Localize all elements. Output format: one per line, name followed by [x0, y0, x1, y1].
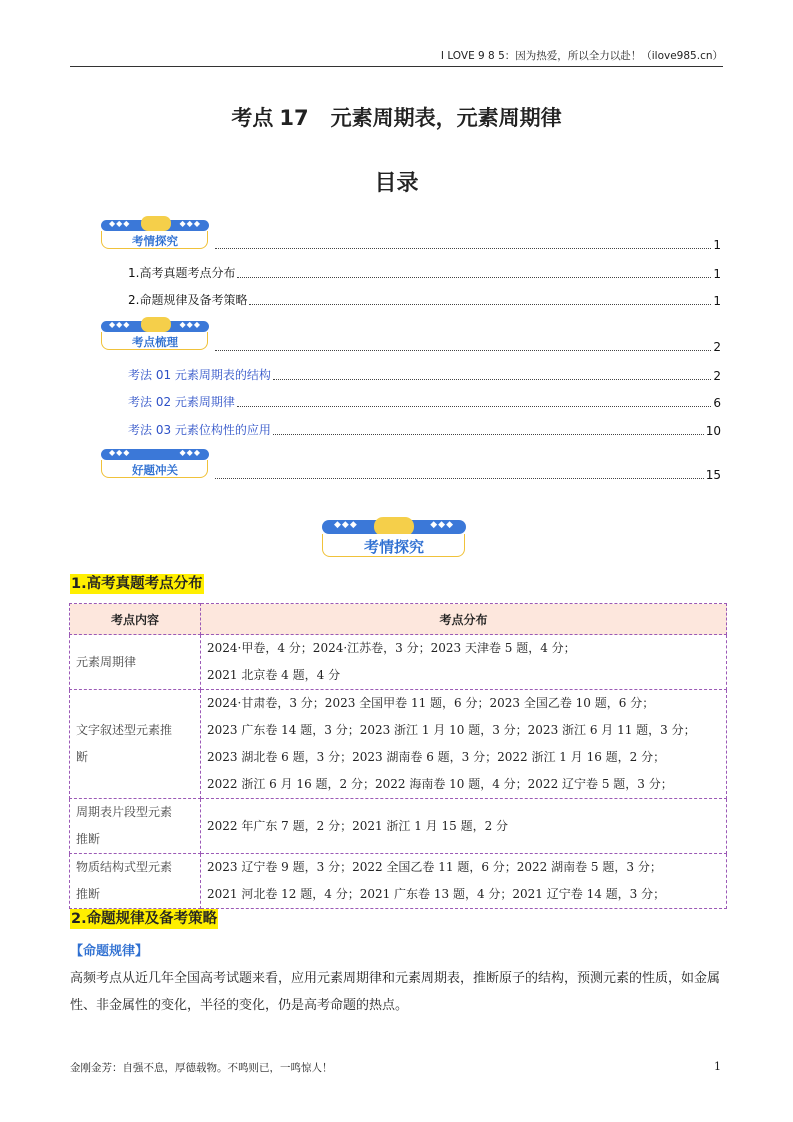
toc-page: 10	[705, 424, 721, 438]
distribution-cell	[201, 799, 727, 854]
section-heading-1: 1.高考真题考点分布	[71, 576, 203, 592]
toc-entry[interactable]	[128, 264, 721, 281]
rule-label: 【命题规律】	[70, 944, 149, 959]
toc-entry-label: 1.高考真题考点分布	[128, 266, 236, 280]
topic-cell	[70, 799, 201, 854]
table-header-row	[70, 604, 727, 635]
toc-entry-section-1[interactable]	[213, 238, 721, 252]
section-heading-2: 2.命题规律及备考策略	[71, 911, 218, 927]
toc-page: 2	[713, 369, 721, 383]
ornament-icon: ◆◆◆	[109, 320, 131, 329]
distribution-line: 2021 河北卷 12 题，4 分；2021 广东卷 13 题，4 分；2021 辽宁卷 14 题，3 分；	[207, 887, 666, 901]
ornament-icon: ◆◆◆	[430, 520, 454, 530]
column-header: 考点分布	[201, 604, 727, 635]
topic-text: 文字叙述型元素推	[76, 723, 173, 737]
table-row	[70, 799, 727, 854]
page-number: 1	[714, 1060, 721, 1073]
toc-entry[interactable]	[128, 421, 721, 438]
toc-page: 1	[713, 267, 721, 281]
toc-badge-kaoqing[interactable]	[101, 220, 209, 250]
toc-badge-haoti[interactable]	[101, 449, 209, 479]
distribution-cell	[201, 690, 727, 799]
distribution-cell	[201, 635, 727, 690]
toc-page: 2	[713, 340, 721, 354]
distribution-line: 2023 广东卷 14 题，3 分；2023 浙江 1 月 10 题，3 分；2023 浙江 6 月 11 题，3 分；	[207, 723, 696, 737]
toc-entry-label: 考法 02 元素周期律	[128, 395, 235, 409]
toc-entry-label: 2.命题规律及备考策略	[128, 293, 248, 307]
badge-knob	[141, 317, 171, 332]
distribution-line: 2024·甘肃卷，3 分；2023 全国甲卷 11 题，6 分；2023 全国乙卷 10 题，6 分；	[207, 696, 655, 710]
distribution-line: 2024·甲卷，4 分；2024·江苏卷，3 分；2023 天津卷 5 题，4 分；	[207, 641, 576, 655]
ornament-icon: ◆◆◆	[179, 219, 201, 228]
toc-page: 6	[713, 396, 721, 410]
badge-knob	[141, 216, 171, 231]
badge-label: 好题冲关	[132, 463, 178, 477]
badge-label: 考情探究	[132, 234, 178, 248]
toc-badge-kaodian[interactable]	[101, 321, 209, 351]
toc-entry-section-2[interactable]	[213, 340, 721, 354]
toc-entry-label: 考法 01 元素周期表的结构	[128, 368, 271, 382]
topic-text: 元素周期律	[76, 654, 137, 669]
distribution-line: 2021 北京卷 4 题，4 分	[207, 668, 341, 682]
header-divider	[70, 66, 723, 67]
distribution-line: 2022 浙江 6 月 16 题，2 分；2022 海南卷 10 题，4 分；2022 辽宁卷 5 题，3 分；	[207, 777, 673, 791]
table-row	[70, 635, 727, 690]
toc-page: 1	[713, 294, 721, 308]
toc-page: 15	[705, 468, 721, 482]
title-number: 17	[279, 106, 309, 130]
toc-entry[interactable]	[128, 366, 721, 383]
title-main: 元素周期表，元素周期律	[330, 106, 562, 130]
footer-motto: 金刚金芳：自强不息，厚德载物。不鸣则已，一鸣惊人！	[70, 1062, 333, 1074]
toc-entry-section-3[interactable]	[213, 468, 721, 482]
table-row	[70, 854, 727, 909]
topic-text: 断	[76, 750, 89, 764]
exam-distribution-table	[69, 603, 727, 909]
table-row	[70, 690, 727, 799]
page-title	[0, 102, 793, 132]
toc-page: 1	[713, 238, 721, 252]
distribution-line: 2022 年广东 7 题，2 分；2021 浙江 1 月 15 题，2 分	[207, 818, 509, 833]
toc-entry-label: 考法 03 元素位构性的应用	[128, 423, 271, 437]
distribution-line: 2023 湖北卷 6 题，3 分；2023 湖南卷 6 题，3 分；2022 浙江 1 月 16 题，2 分；	[207, 750, 666, 764]
distribution-line: 2023 辽宁卷 9 题，3 分；2022 全国乙卷 11 题，6 分；2022 湖南卷 5 题，3 分；	[207, 860, 662, 874]
topic-text: 物质结构式型元素	[76, 860, 173, 874]
ornament-icon: ◆◆◆	[179, 320, 201, 329]
distribution-cell	[201, 854, 727, 909]
badge-label: 考点梳理	[132, 335, 178, 349]
topic-text: 推断	[76, 887, 101, 901]
ornament-icon: ◆◆◆	[109, 448, 131, 457]
topic-cell	[70, 635, 201, 690]
toc-entry[interactable]	[128, 291, 721, 308]
page-header: I LOVE 9 8 5：因为热爱，所以全力以赴！（ilove985.cn）	[440, 50, 723, 62]
section-badge	[322, 520, 466, 558]
ornament-icon: ◆◆◆	[179, 448, 201, 457]
rule-paragraph: 高频考点从近几年全国高考试题来看，应用元素周期律和元素周期表，推断原子的结构，预测元素的性质，如金属性、非金属性的变化，半径的变化，仍是高考命题的热点。	[70, 971, 721, 1013]
topic-text: 推断	[76, 832, 101, 846]
toc-entry[interactable]	[128, 393, 721, 410]
topic-cell	[70, 854, 201, 909]
topic-text: 周期表片段型元素	[76, 805, 173, 819]
ornament-icon: ◆◆◆	[109, 219, 131, 228]
title-prefix: 考点	[231, 106, 274, 130]
column-header: 考点内容	[70, 604, 201, 635]
badge-label: 考情探究	[363, 538, 424, 556]
ornament-icon: ◆◆◆	[334, 520, 358, 530]
topic-cell	[70, 690, 201, 799]
toc-heading: 目录	[374, 171, 419, 196]
